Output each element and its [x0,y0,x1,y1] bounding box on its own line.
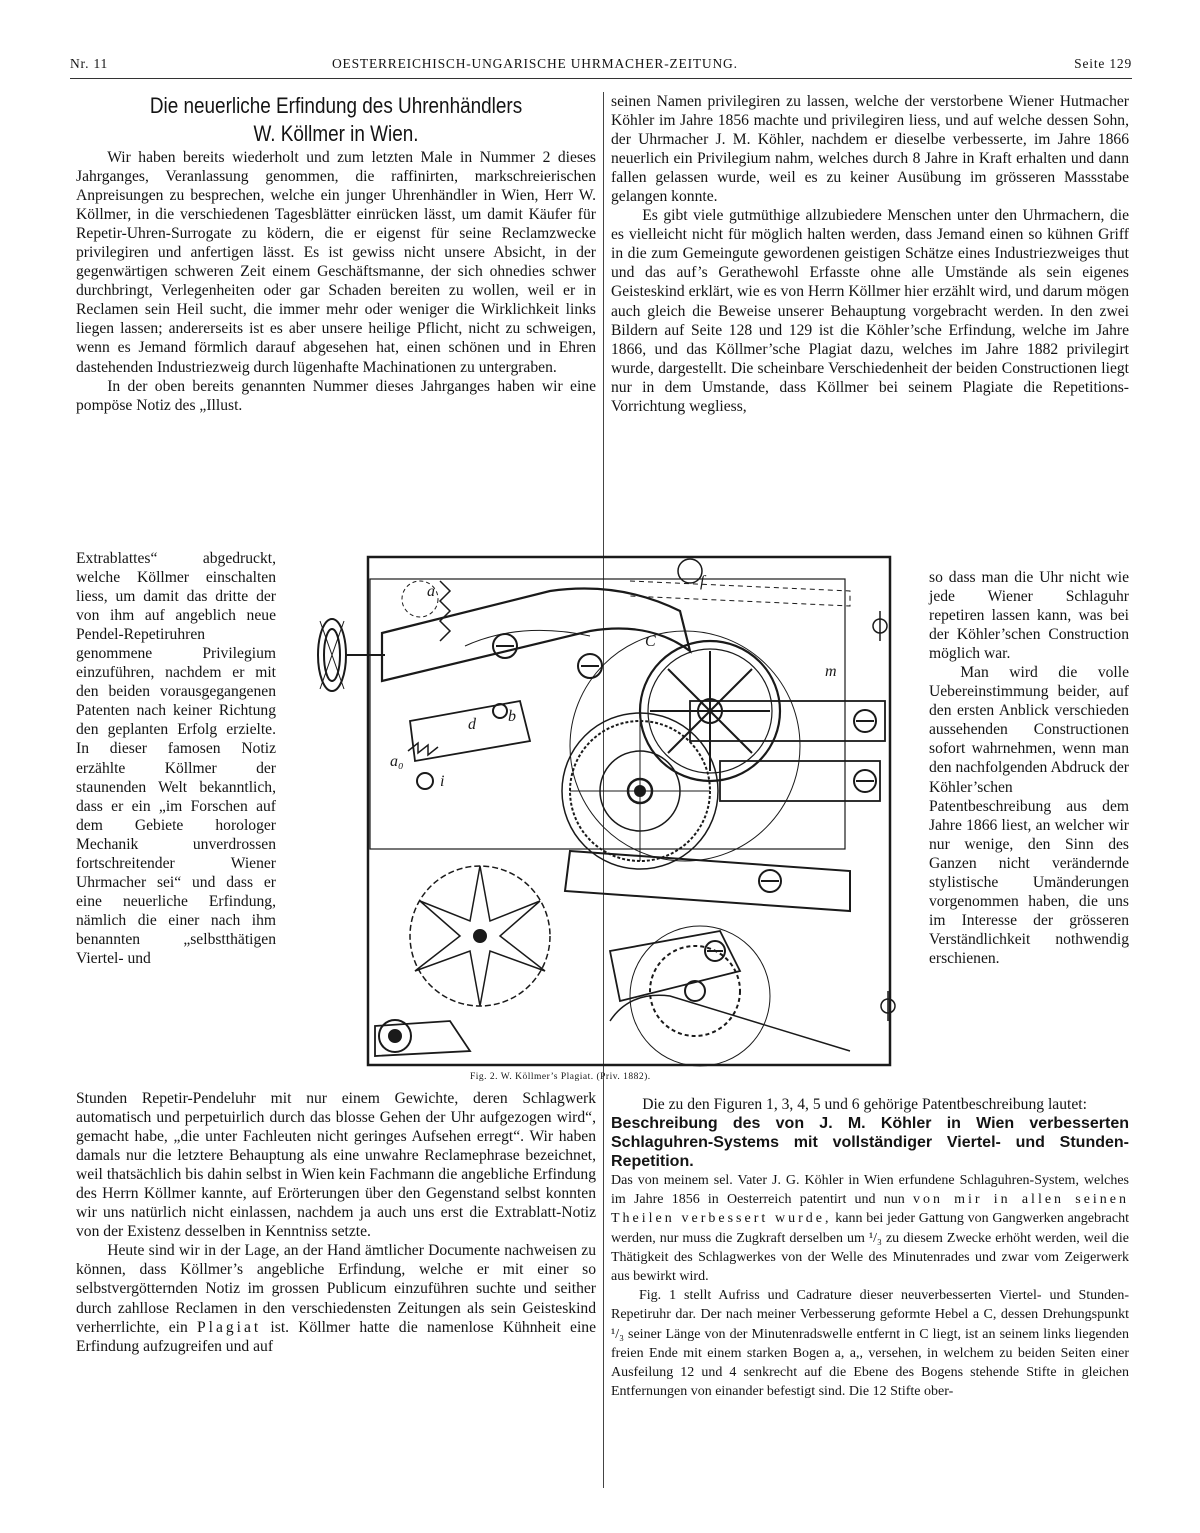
frame-screw-right [873,611,887,641]
paragraph: In der oben bereits genannten Nummer dieses Jahrganges haben wir eine pompöse Notiz des „Illust. [76,377,596,414]
lower-arm [565,851,850,911]
hook-piece [610,995,850,1051]
right-column-bottom [611,1095,1129,1401]
left-wrap-text [76,549,276,968]
left-column-bottom [76,1089,596,1356]
label-f: f [700,573,705,590]
lever-arm [382,589,690,682]
label-d: d [468,716,476,733]
article-title [112,92,559,148]
emphasis-spaced: von mir in allen seinen Theilen verbessert wurde, [611,1192,1130,1227]
label-a0: a₀ [390,753,404,770]
paragraph-text: Heute sind wir in der Lage, an der Hand ämtlicher Documente nachweisen zu können, dass Köllmer’s angebliche Erfindung, welche er mit einer so selbstvergötternden Notiz im grossen Publicum einzuführen suchte und seither durch zahllose Reclamen in den verschiedensten Zeitungen als sein Geisteskind verherrlichte, ein [76,1242,596,1336]
spring-zigzag [440,581,450,641]
paragraph: Es gibt viele gutmüthige allzubiedere Menschen unter den Uhrmachern, die es vielleicht nicht für möglich halten werden, dass Jemand einen so kühnen Griff in die zum Gemeingute gewordenen geistigen Schätze eines Industriezweiges thut und das auf’s Gerathewohl Erfasste ohne alle Umstände als sein eigenes Geisteskind erklärt, wie es von Herrn Köllmer hier erzählt wird, und darum mögen auch gleich die Beweise unserer Behauptung vorgebracht werden. In den zwei Bildern auf Seite 128 und 129 ist die Köhler’sche Erfindung, welche im Jahre 1866, und das Köllmer’sche Plagiat dazu, welches im Jahre 1882 privilegirt wurde, dargestellt. Die scheinbare Verschiedenheit der beiden Constructionen liegt nur in dem Umstande, dass Köllmer bei seinem Plagiate die Repetitions-Vorrichtung wegliess, [611,207,1129,415]
paragraph [611,1171,1129,1286]
emphasis-plagiat: Plagiat [196,1318,262,1336]
label-b: b [508,708,516,725]
label-m: m [825,663,837,680]
right-column-top [611,92,1129,416]
paragraph: Man wird die volle Uebereinstimmung beider, auf den ersten Anblick verschieden aussehenden Constructionen sofort wahrnehmen, wenn man den nachfolgenden Abdruck der Köhler’schen Patentbeschreibung aus dem Jahre 1866 liest, an welcher wir nur wenige, den Sinn des Ganzen nicht verändernde stylistische Umänderungen vorgenommen haben, die uns im Interesse der grösseren Verständlichkeit nothwendig erschienen. [929,664,1129,967]
star-wheel [410,866,550,1006]
main-wheel [570,631,800,861]
figure-caption: Fig. 2. W. Köllmer’s Plagiat. (Priv. 1882). [470,1072,651,1082]
label-a: a [427,583,435,600]
pendulum-knob [318,619,385,691]
section-heading: Beschreibung des von J. M. Köhler in Wien verbesserten Schlaguhren-Systems mit vollständiger Viertel- und Stunden-Repetition. [611,1115,1129,1171]
page-header [70,56,1132,79]
label-i: i [440,773,445,790]
paragraph: Die zu den Figuren 1, 3, 4, 5 und 6 gehörige Patentbeschreibung lautet: [642,1096,1087,1113]
journal-title: OESTERREICHISCH-UNGARISCHE UHRMACHER-ZEITUNG. [332,56,738,71]
paragraph: so dass man die Uhr nicht wie jede Wiener Schlaguhr repetiren lassen kann, was bei der Köhler’schen Construction möglich war. [929,569,1129,663]
paragraph: Wir haben bereits wiederholt und zum letzten Male in Nummer 2 dieses Jahrganges, Veranlassung genommen, die raffinirten, markschreierischen Anpreisungen zu besprechen, welche ein junger Uhrenhändler in Wien, Herr W. Köllmer, in die verschiedenen Tagesblätter einrücken lässt, um damit Käufer für Repetir-Uhren-Surrogate zu ködern, die er eigenst für seine Reclamzwecke privilegiren und anfertigen lässt. Es ist gewiss nicht unsere Absicht, in der gegenwärtigen schweren Zeit einem Geschäftsmanne, der sich ohnedies schwer durchbringt, Verlegenheiten oder gar Schaden bereiten zu wollen, weil er in Reclamen sein Heil sucht, die immer mehr oder weniger die Wirklichkeit links liegen lassen; andererseits ist es aber unsere heilige Pflicht, nicht zu schweigen, wenn es Jemand förmlich darauf abgesehen hat, einen schönen und in Ehren dastehenden Industriezweig durch lügenhafte Machinationen zu untergraben. [76,149,596,376]
paragraph: Fig. 1 stellt Aufriss und Cadrature dieser neuverbesserten Viertel- und Stunden-Repetiruhr dar. Der nach meiner Verbesserung geformte Hebel a C, dessen Drehungspunkt ¹/₃ seiner Länge von der Minutenradswelle entfernt in C liegt, ist an seinem links liegenden freien Ende mit einem starken Bogen a, a,, versehen, in welchem zu beiden Seiten einer Ausfeilung 12 und 4 senkrecht auf die Ebene des Bogens stehende Stifte in gleichen Entfernungen von einander befestigt sind. Die 12 Stifte ober- [611,1288,1129,1400]
clockwork-illustration [290,551,920,1071]
paragraph [76,1241,596,1355]
left-column-top [76,92,596,415]
paragraph-text: ist. Köllmer hatte die namenlose Kühnheit eine Erfindung aufzugreifen und auf [76,1318,597,1355]
paragraph: Extrablattes“ abgedruckt, welche Köllmer einschalten liess, um damit das dritte der von ihm auf angeblich neue Pendel-Repetiruhren genommene Privilegium einzuführen, nachdem er mit den beiden vorausgegangenen Patenten nach keiner Richtung den geplanten Erfolg erzielte. In dieser famosen Notiz erzählte Köllmer der staunenden Welt bekanntlich, dass er ein „im Forschen auf dem Gebiete horologer Mechanik unverdrossen fortschreitender Wiener Uhrmacher sei“ und dass er eine neuerliche Erfindung, nämlich die einer nach ihm benannten „selbstthätigen Viertel- und [76,550,276,967]
lever-arc [465,630,590,646]
right-wrap-text [929,568,1129,968]
figure-engraving [290,551,920,1071]
frame-screw-bottom [881,991,895,1021]
paragraph-text: Das von meinem sel. Vater J. G. Köhler in Wien erfundene Schlaguhren-System, welches im Jahre 1856 in Oesterreich patentirt und nun [611,1173,1129,1208]
center-wheel [562,713,718,869]
movement-plate [368,557,890,1065]
page-number: Seite 129 [1074,56,1132,71]
label-C: C [645,633,656,650]
article-title-line2: W. Köllmer in Wien. [253,121,419,146]
paragraph: seinen Namen privilegiren zu lassen, welche der verstorbene Wiener Hutmacher Köhler im Jahre 1856 machte und privilegiren liess, und auf welche dessen Sohn, der Uhrmacher J. M. Köhler, nachdem er dieselbe verbesserte, im Jahre 1866 neuerlich ein Privilegium nahm, welches durch 8 Jahre in Kraft erhalten und dann fallen gelassen wurde, weil es zu keiner Ausübung im grösseren Massstabe gelangen konnte. [611,93,1129,206]
issue-number: Nr. 11 [70,56,109,71]
article-title-line1: Die neuerliche Erfindung des Uhrenhändlers [149,93,523,118]
paragraph: Stunden Repetir-Pendeluhr mit nur einem Gewichte, deren Schlagwerk automatisch und perpetuirlich durch das blosse Gehen der Uhr aufgezogen wird“, gemacht habe, „die unter Fachleuten nicht geringes Aufsehen erregt“. Wir haben damals nur die letztere Behauptung als eine unwahre Reclamephrase bezeichnet, weil thatsächlich bis dahin selbst in Wien kein Fachmann die angebliche Erfindung des Herrn Köllmer kannte, auf Erörterungen über den Gegenstand selbst konnten wir uns natürlich nicht einlassen, nachdem ja auch uns erst die Extrablatt-Notiz von der Existenz desselben in Kenntniss setzte. [76,1090,596,1241]
paragraph-text: kann bei jeder Gattung von Gangwerken angebracht werden, nur muss die Zugkraft derselben um ¹/₃ zu diesem Zwecke erhöht werden, weil die Thätigkeit des Schlagwerkes von der Welle des Minutenrades und zwar vom Zeigerwerk aus bewirkt wird. [611,1211,1130,1285]
